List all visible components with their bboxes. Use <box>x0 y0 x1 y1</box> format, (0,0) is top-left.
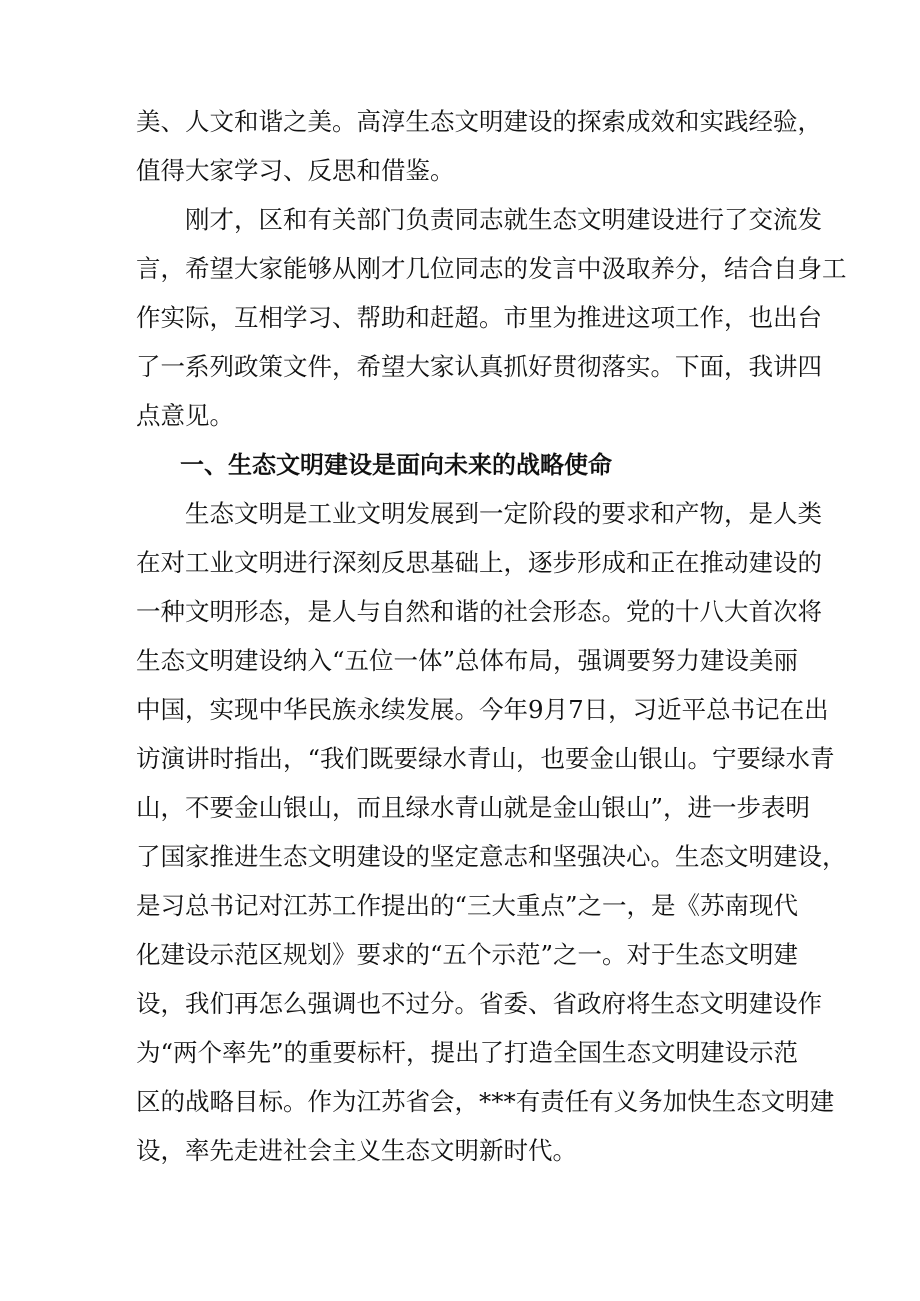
paragraph-line: 点意见。 <box>136 401 234 430</box>
paragraph-line: 为“两个率先”的重要标杆，提出了打造全国生态文明建设示范 <box>136 1038 799 1067</box>
paragraph-line: 访演讲时指出，“我们既要绿水青山，也要金山银山。宁要绿水青 <box>136 744 835 773</box>
paragraph-line: 美、人文和谐之美。高淳生态文明建设的探索成效和实践经验， <box>136 107 822 136</box>
paragraph-line: 设，我们再怎么强调也不过分。省委、省政府将生态文明建设作 <box>136 989 822 1018</box>
paragraph-line: 作实际，互相学习、帮助和赶超。市里为推进这项工作，也出台 <box>136 303 822 332</box>
paragraph-line: 生态文明建设纳入“五位一体”总体布局，强调要努力建设美丽 <box>136 646 799 675</box>
paragraph-line: 化建设示范区规划》要求的“五个示范”之一。对于生态文明建 <box>136 940 799 969</box>
paragraph-line: 中国，实现中华民族永续发展。今年9月7日，习近平总书记在出 <box>136 695 829 724</box>
paragraph-line: 在对工业文明进行深刻反思基础上，逐步形成和正在推动建设的 <box>136 548 822 577</box>
section-heading: 一、生态文明建设是面向未来的战略使命 <box>180 451 612 479</box>
paragraph-line: 一种文明形态，是人与自然和谐的社会形态。党的十八大首次将 <box>136 597 822 626</box>
paragraph-line: 生态文明是工业文明发展到一定阶段的要求和产物，是人类 <box>136 499 822 528</box>
paragraph-line: 山，不要金山银山，而且绿水青山就是金山银山”，进一步表明 <box>136 793 811 822</box>
paragraph-line: 了国家推进生态文明建设的坚定意志和坚强决心。生态文明建设， <box>136 842 847 871</box>
paragraph-line: 值得大家学习、反思和借鉴。 <box>136 156 455 185</box>
paragraph-line: 区的战略目标。作为江苏省会，***有责任有义务加快生态文明建 <box>136 1087 835 1116</box>
paragraph-line: 了一系列政策文件，希望大家认真抓好贯彻落实。下面，我讲四 <box>136 352 822 381</box>
paragraph-line: 言，希望大家能够从刚才几位同志的发言中汲取养分，结合自身工 <box>136 254 847 283</box>
paragraph-line: 是习总书记对江苏工作提出的“三大重点”之一，是《苏南现代 <box>136 891 799 920</box>
paragraph-line: 刚才，区和有关部门负责同志就生态文明建设进行了交流发 <box>136 205 822 234</box>
paragraph-line: 设，率先走进社会主义生态文明新时代。 <box>136 1136 577 1165</box>
